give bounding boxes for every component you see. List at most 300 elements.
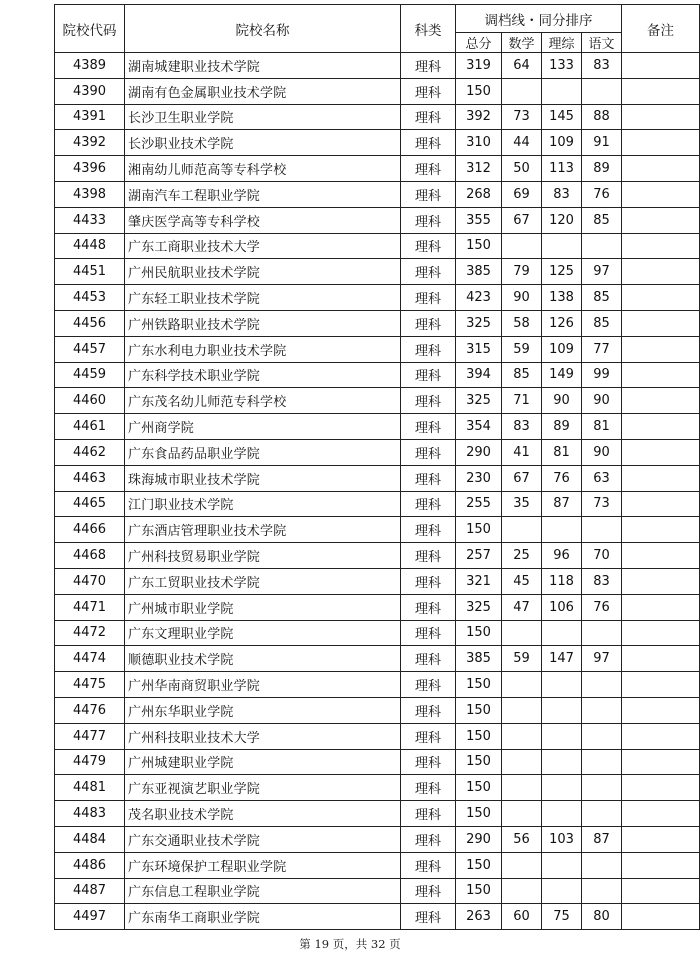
cell-remark: [622, 517, 700, 543]
cell-remark: [622, 801, 700, 827]
table-row: [55, 543, 700, 569]
cell-math: 90: [502, 285, 542, 311]
cell-code: 4396: [55, 156, 125, 182]
cell-remark: [622, 259, 700, 285]
cell-remark: [622, 904, 700, 930]
cell-category: 理科: [401, 517, 456, 543]
cell-chinese: 91: [582, 130, 622, 156]
cell-math: 60: [502, 904, 542, 930]
cell-math: 71: [502, 388, 542, 414]
cell-code: 4392: [55, 130, 125, 156]
cell-name: 湖南有色金属职业技术学院: [125, 78, 401, 104]
cell-category: 理科: [401, 852, 456, 878]
cell-math: [502, 697, 542, 723]
cell-code: 4497: [55, 904, 125, 930]
cell-science: 83: [542, 181, 582, 207]
cell-category: 理科: [401, 826, 456, 852]
cell-total: 257: [456, 543, 502, 569]
cell-science: 87: [542, 491, 582, 517]
cell-code: 4476: [55, 697, 125, 723]
cell-code: 4389: [55, 53, 125, 79]
cell-name: 广东酒店管理职业技术学院: [125, 517, 401, 543]
cell-category: 理科: [401, 646, 456, 672]
cell-math: 47: [502, 594, 542, 620]
table-row: [55, 672, 700, 698]
cell-science: 120: [542, 207, 582, 233]
cell-science: [542, 672, 582, 698]
cell-total: 150: [456, 852, 502, 878]
cell-total: 150: [456, 801, 502, 827]
cell-remark: [622, 414, 700, 440]
cell-code: 4466: [55, 517, 125, 543]
cell-remark: [622, 439, 700, 465]
cell-name: 广州科技职业技术大学: [125, 723, 401, 749]
table-row: [55, 310, 700, 336]
table-row: [55, 414, 700, 440]
table-row: [55, 78, 700, 104]
cell-code: 4465: [55, 491, 125, 517]
cell-chinese: 97: [582, 259, 622, 285]
cell-code: 4462: [55, 439, 125, 465]
cell-name: 广州城市职业学院: [125, 594, 401, 620]
cell-total: 354: [456, 414, 502, 440]
table-row: [55, 259, 700, 285]
cell-name: 广东环境保护工程职业学院: [125, 852, 401, 878]
cell-name: 肇庆医学高等专科学校: [125, 207, 401, 233]
cell-category: 理科: [401, 878, 456, 904]
cell-category: 理科: [401, 439, 456, 465]
header-science: 理综: [542, 33, 582, 53]
table-row: [55, 826, 700, 852]
cell-name: 广东科学技术职业学院: [125, 362, 401, 388]
cell-total: 150: [456, 672, 502, 698]
table-row: [55, 801, 700, 827]
cell-math: 59: [502, 646, 542, 672]
cell-total: 385: [456, 259, 502, 285]
table-row: [55, 285, 700, 311]
cell-math: [502, 620, 542, 646]
cell-chinese: 83: [582, 568, 622, 594]
cell-category: 理科: [401, 362, 456, 388]
cell-remark: [622, 285, 700, 311]
cell-remark: [622, 310, 700, 336]
cell-science: [542, 723, 582, 749]
cell-total: 150: [456, 878, 502, 904]
cell-remark: [622, 594, 700, 620]
cell-chinese: 85: [582, 207, 622, 233]
cell-total: 423: [456, 285, 502, 311]
table-row: [55, 53, 700, 79]
cell-chinese: 90: [582, 388, 622, 414]
cell-chinese: 88: [582, 104, 622, 130]
cell-category: 理科: [401, 594, 456, 620]
cell-science: 145: [542, 104, 582, 130]
cell-code: 4456: [55, 310, 125, 336]
cell-name: 广州城建职业学院: [125, 749, 401, 775]
cell-category: 理科: [401, 104, 456, 130]
table-row: [55, 697, 700, 723]
cell-remark: [622, 207, 700, 233]
cell-category: 理科: [401, 904, 456, 930]
cell-code: 4477: [55, 723, 125, 749]
table-row: [55, 568, 700, 594]
table-row: [55, 233, 700, 259]
cell-remark: [622, 568, 700, 594]
cell-total: 312: [456, 156, 502, 182]
cell-category: 理科: [401, 801, 456, 827]
cell-category: 理科: [401, 259, 456, 285]
cell-category: 理科: [401, 749, 456, 775]
cell-code: 4448: [55, 233, 125, 259]
table-row: [55, 362, 700, 388]
cell-math: 83: [502, 414, 542, 440]
cell-total: 150: [456, 517, 502, 543]
cell-code: 4460: [55, 388, 125, 414]
cell-category: 理科: [401, 233, 456, 259]
cell-code: 4475: [55, 672, 125, 698]
cell-category: 理科: [401, 465, 456, 491]
cell-science: [542, 852, 582, 878]
cell-science: 89: [542, 414, 582, 440]
cell-category: 理科: [401, 388, 456, 414]
cell-math: 79: [502, 259, 542, 285]
cell-math: [502, 233, 542, 259]
cell-name: 广州铁路职业技术学院: [125, 310, 401, 336]
cell-code: 4479: [55, 749, 125, 775]
cell-remark: [622, 181, 700, 207]
cell-category: 理科: [401, 697, 456, 723]
cell-math: [502, 775, 542, 801]
cell-remark: [622, 53, 700, 79]
cell-code: 4484: [55, 826, 125, 852]
cell-science: 133: [542, 53, 582, 79]
cell-chinese: [582, 78, 622, 104]
cell-name: 珠海城市职业技术学院: [125, 465, 401, 491]
cell-science: 76: [542, 465, 582, 491]
cell-total: 325: [456, 310, 502, 336]
cell-total: 150: [456, 620, 502, 646]
header-chinese: 语文: [582, 33, 622, 53]
cell-name: 广东亚视演艺职业学院: [125, 775, 401, 801]
header-math: 数学: [502, 33, 542, 53]
cell-name: 广东食品药品职业学院: [125, 439, 401, 465]
cell-total: 290: [456, 826, 502, 852]
table-row: [55, 620, 700, 646]
cell-category: 理科: [401, 336, 456, 362]
cell-total: 150: [456, 697, 502, 723]
cell-chinese: [582, 775, 622, 801]
cell-code: 4451: [55, 259, 125, 285]
cell-science: [542, 517, 582, 543]
cell-chinese: 97: [582, 646, 622, 672]
cell-remark: [622, 620, 700, 646]
admission-table: [54, 4, 700, 930]
cell-category: 理科: [401, 207, 456, 233]
cell-category: 理科: [401, 775, 456, 801]
cell-math: 44: [502, 130, 542, 156]
cell-remark: [622, 543, 700, 569]
table-row: [55, 775, 700, 801]
cell-total: 255: [456, 491, 502, 517]
cell-remark: [622, 697, 700, 723]
cell-math: 67: [502, 207, 542, 233]
cell-remark: [622, 775, 700, 801]
cell-science: 106: [542, 594, 582, 620]
cell-science: 118: [542, 568, 582, 594]
cell-category: 理科: [401, 491, 456, 517]
header-group: 调档线・同分排序: [456, 5, 622, 33]
cell-name: 广东南华工商职业学院: [125, 904, 401, 930]
cell-total: 263: [456, 904, 502, 930]
cell-math: 85: [502, 362, 542, 388]
cell-category: 理科: [401, 543, 456, 569]
cell-science: 109: [542, 130, 582, 156]
cell-total: 315: [456, 336, 502, 362]
cell-math: 58: [502, 310, 542, 336]
cell-total: 150: [456, 775, 502, 801]
cell-science: 126: [542, 310, 582, 336]
cell-science: [542, 620, 582, 646]
cell-category: 理科: [401, 78, 456, 104]
header-remark: 备注: [622, 5, 700, 53]
cell-total: 325: [456, 388, 502, 414]
cell-science: 138: [542, 285, 582, 311]
cell-science: 81: [542, 439, 582, 465]
cell-code: 4459: [55, 362, 125, 388]
cell-name: 广东信息工程职业学院: [125, 878, 401, 904]
cell-code: 4486: [55, 852, 125, 878]
table-row: [55, 439, 700, 465]
cell-chinese: 99: [582, 362, 622, 388]
cell-total: 319: [456, 53, 502, 79]
cell-code: 4472: [55, 620, 125, 646]
cell-math: [502, 78, 542, 104]
table-row: [55, 878, 700, 904]
cell-science: [542, 78, 582, 104]
cell-math: [502, 878, 542, 904]
cell-chinese: [582, 233, 622, 259]
cell-science: 113: [542, 156, 582, 182]
header-name: 院校名称: [125, 5, 401, 53]
cell-total: 150: [456, 233, 502, 259]
cell-name: 茂名职业技术学院: [125, 801, 401, 827]
cell-chinese: [582, 801, 622, 827]
table-row: [55, 723, 700, 749]
cell-remark: [622, 336, 700, 362]
cell-science: 103: [542, 826, 582, 852]
cell-chinese: [582, 852, 622, 878]
cell-total: 150: [456, 749, 502, 775]
cell-name: 长沙职业技术学院: [125, 130, 401, 156]
cell-remark: [622, 233, 700, 259]
cell-remark: [622, 104, 700, 130]
cell-science: 147: [542, 646, 582, 672]
cell-math: [502, 852, 542, 878]
cell-remark: [622, 672, 700, 698]
cell-category: 理科: [401, 620, 456, 646]
table-row: [55, 749, 700, 775]
cell-name: 湖南汽车工程职业学院: [125, 181, 401, 207]
cell-category: 理科: [401, 723, 456, 749]
cell-chinese: 87: [582, 826, 622, 852]
table-row: [55, 594, 700, 620]
cell-code: 4470: [55, 568, 125, 594]
cell-science: [542, 878, 582, 904]
cell-category: 理科: [401, 130, 456, 156]
cell-code: 4487: [55, 878, 125, 904]
cell-science: 125: [542, 259, 582, 285]
cell-name: 广东茂名幼儿师范专科学校: [125, 388, 401, 414]
cell-code: 4398: [55, 181, 125, 207]
cell-math: [502, 672, 542, 698]
cell-remark: [622, 388, 700, 414]
cell-math: [502, 801, 542, 827]
cell-math: 67: [502, 465, 542, 491]
header-category: 科类: [401, 5, 456, 53]
cell-total: 268: [456, 181, 502, 207]
table-header: [55, 5, 700, 53]
cell-code: 4463: [55, 465, 125, 491]
cell-total: 290: [456, 439, 502, 465]
cell-category: 理科: [401, 156, 456, 182]
cell-code: 4474: [55, 646, 125, 672]
cell-chinese: 77: [582, 336, 622, 362]
cell-total: 150: [456, 723, 502, 749]
cell-chinese: 83: [582, 53, 622, 79]
cell-chinese: 90: [582, 439, 622, 465]
cell-chinese: [582, 697, 622, 723]
cell-science: [542, 749, 582, 775]
cell-chinese: [582, 620, 622, 646]
cell-code: 4457: [55, 336, 125, 362]
cell-name: 湖南城建职业技术学院: [125, 53, 401, 79]
cell-remark: [622, 878, 700, 904]
cell-math: [502, 749, 542, 775]
cell-category: 理科: [401, 310, 456, 336]
cell-name: 广东水利电力职业技术学院: [125, 336, 401, 362]
cell-name: 广州华南商贸职业学院: [125, 672, 401, 698]
cell-name: 广州民航职业技术学院: [125, 259, 401, 285]
cell-total: 355: [456, 207, 502, 233]
cell-name: 长沙卫生职业学院: [125, 104, 401, 130]
cell-chinese: 89: [582, 156, 622, 182]
table-row: [55, 207, 700, 233]
cell-chinese: 76: [582, 181, 622, 207]
cell-math: 25: [502, 543, 542, 569]
cell-code: 4481: [55, 775, 125, 801]
cell-name: 顺德职业技术学院: [125, 646, 401, 672]
cell-math: [502, 723, 542, 749]
cell-code: 4483: [55, 801, 125, 827]
table-row: [55, 646, 700, 672]
cell-category: 理科: [401, 285, 456, 311]
cell-science: 109: [542, 336, 582, 362]
cell-total: 325: [456, 594, 502, 620]
cell-math: [502, 517, 542, 543]
cell-code: 4390: [55, 78, 125, 104]
cell-chinese: [582, 517, 622, 543]
cell-code: 4453: [55, 285, 125, 311]
cell-category: 理科: [401, 414, 456, 440]
cell-science: [542, 233, 582, 259]
cell-math: 56: [502, 826, 542, 852]
cell-name: 广东轻工职业技术学院: [125, 285, 401, 311]
table-row: [55, 181, 700, 207]
cell-remark: [622, 130, 700, 156]
cell-remark: [622, 646, 700, 672]
cell-remark: [622, 723, 700, 749]
cell-science: [542, 801, 582, 827]
cell-category: 理科: [401, 181, 456, 207]
cell-remark: [622, 465, 700, 491]
cell-science: 75: [542, 904, 582, 930]
cell-category: 理科: [401, 672, 456, 698]
cell-science: [542, 775, 582, 801]
table-row: [55, 336, 700, 362]
cell-chinese: 85: [582, 285, 622, 311]
cell-remark: [622, 362, 700, 388]
header-code: 院校代码: [55, 5, 125, 53]
cell-chinese: [582, 723, 622, 749]
cell-math: 35: [502, 491, 542, 517]
cell-name: 湘南幼儿师范高等专科学校: [125, 156, 401, 182]
cell-total: 230: [456, 465, 502, 491]
cell-category: 理科: [401, 53, 456, 79]
cell-name: 广东文理职业学院: [125, 620, 401, 646]
cell-chinese: 76: [582, 594, 622, 620]
cell-total: 394: [456, 362, 502, 388]
table-body: [55, 53, 700, 930]
cell-remark: [622, 749, 700, 775]
cell-name: 广州东华职业学院: [125, 697, 401, 723]
cell-math: 69: [502, 181, 542, 207]
cell-science: 96: [542, 543, 582, 569]
cell-code: 4471: [55, 594, 125, 620]
table-row: [55, 130, 700, 156]
cell-remark: [622, 491, 700, 517]
table-row: [55, 904, 700, 930]
cell-code: 4433: [55, 207, 125, 233]
cell-code: 4461: [55, 414, 125, 440]
cell-remark: [622, 852, 700, 878]
cell-math: 59: [502, 336, 542, 362]
cell-chinese: 70: [582, 543, 622, 569]
cell-total: 385: [456, 646, 502, 672]
cell-remark: [622, 78, 700, 104]
cell-chinese: [582, 672, 622, 698]
table-row: [55, 388, 700, 414]
cell-chinese: [582, 878, 622, 904]
table-row: [55, 852, 700, 878]
cell-category: 理科: [401, 568, 456, 594]
header-total: 总分: [456, 33, 502, 53]
cell-math: 50: [502, 156, 542, 182]
cell-math: 73: [502, 104, 542, 130]
cell-chinese: 73: [582, 491, 622, 517]
cell-math: 64: [502, 53, 542, 79]
cell-total: 392: [456, 104, 502, 130]
cell-math: 41: [502, 439, 542, 465]
cell-chinese: 81: [582, 414, 622, 440]
cell-total: 321: [456, 568, 502, 594]
cell-code: 4468: [55, 543, 125, 569]
cell-name: 广东工贸职业技术学院: [125, 568, 401, 594]
page-footer: 第 19 页，共 32 页: [299, 937, 401, 951]
table-row: [55, 104, 700, 130]
cell-remark: [622, 826, 700, 852]
cell-name: 广州商学院: [125, 414, 401, 440]
cell-chinese: 63: [582, 465, 622, 491]
